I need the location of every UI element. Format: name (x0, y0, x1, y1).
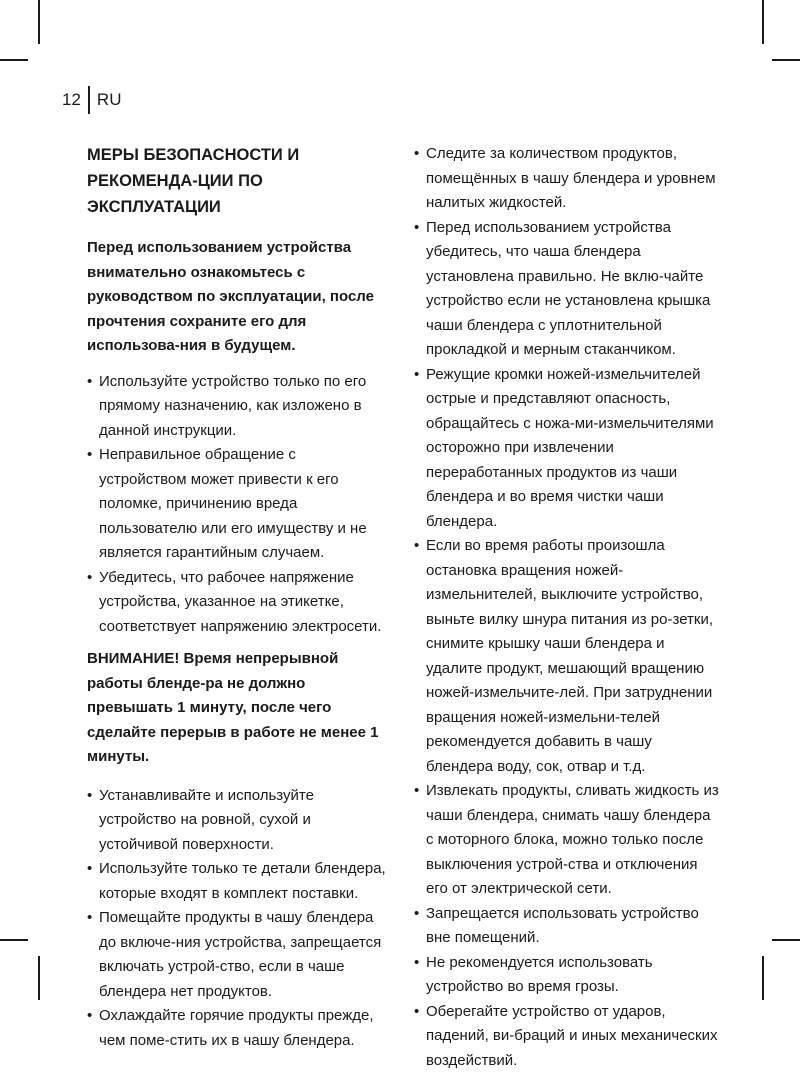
language-code: RU (97, 90, 122, 110)
safety-list-1 (87, 370, 387, 640)
crop-mark (762, 0, 764, 44)
crop-mark (0, 59, 28, 61)
list-item: • Убедитесь, что рабочее напряжение устройства, указанное на этикетке, соответствует напряжению электросети. (87, 566, 387, 640)
header-divider (88, 86, 90, 114)
crop-mark (762, 956, 764, 1000)
warning-paragraph: ВНИМАНИЕ! Время непрерывной работы бленде-ра не должно превышать 1 минуту, после чего сделайте перерыв в работе не менее 1 минуты. (87, 647, 387, 770)
page-number: 12 (62, 90, 81, 110)
list-item: • Не рекомендуется использовать устройство во время грозы. (414, 951, 719, 1000)
list-item: • Помещайте продукты в чашу блендера до включе-ния устройства, запрещается включать устрой-ство, если в чаше блендера нет продуктов. (87, 906, 387, 1004)
list-item: • Запрещается использовать устройство вне помещений. (414, 902, 719, 951)
crop-mark (38, 0, 40, 44)
list-item: • Используйте только те детали блендера, которые входят в комплект поставки. (87, 857, 387, 906)
list-item: • Оберегайте устройство от ударов, падений, ви-браций и иных механических воздействий. (414, 1000, 719, 1073)
right-column (414, 142, 719, 1073)
safety-list-3 (414, 142, 719, 1073)
left-column (87, 142, 387, 1053)
page-header (62, 86, 121, 114)
crop-mark (0, 939, 28, 941)
section-title: МЕРЫ БЕЗОПАСНОСТИ И РЕКОМЕНДА-ЦИИ ПО ЭКСПЛУАТАЦИИ (87, 142, 387, 220)
list-item: • Следите за количеством продуктов, помещённых в чашу блендера и уровнем налитых жидкостей. (414, 142, 719, 216)
list-item: • Используйте устройство только по его прямому назначению, как изложено в данной инструкции. (87, 370, 387, 444)
list-item: • Неправильное обращение с устройством может привести к его поломке, причинению вреда пользователю или его имуществу и не является гарантийным случаем. (87, 443, 387, 566)
intro-paragraph: Перед использованием устройства внимательно ознакомьтесь с руководством по эксплуатации, после прочтения сохраните его для использова-ния в будущем. (87, 236, 387, 359)
crop-mark (772, 939, 800, 941)
list-item: • Устанавливайте и используйте устройство на ровной, сухой и устойчивой поверхности. (87, 784, 387, 858)
crop-mark (772, 59, 800, 61)
list-item: • Режущие кромки ножей-измельчителей острые и представляют опасность, обращайтесь с ножа-ми-измельчителями осторожно при извлечении переработанных продуктов из чаши блендера и во время чистки чаши блендера. (414, 363, 719, 535)
safety-list-2 (87, 784, 387, 1054)
list-item: • Если во время работы произошла остановка вращения ножей-измельнителей, выключите устройство, выньте вилку шнура питания из ро-зетки, снимите крышку чаши блендера и удалите продукт, мешающий вращению ножей-измельчите-лей. При затруднении вращения ножей-измельни-телей рекомендуется добавить в чашу блендера воду, сок, отвар и т.д. (414, 534, 719, 779)
crop-mark (38, 956, 40, 1000)
list-item: • Перед использованием устройства убедитесь, что чаша блендера установлена правильно. Не вклю-чайте устройство если не установлена крышка чаши блендера с уплотнительной прокладкой и мерным стаканчиком. (414, 216, 719, 363)
list-item: • Охлаждайте горячие продукты прежде, чем поме-стить их в чашу блендера. (87, 1004, 387, 1053)
list-item: • Извлекать продукты, сливать жидкость из чаши блендера, снимать чашу блендера с моторного блока, можно только после выключения устрой-ства и отключения его от электрической сети. (414, 779, 719, 902)
